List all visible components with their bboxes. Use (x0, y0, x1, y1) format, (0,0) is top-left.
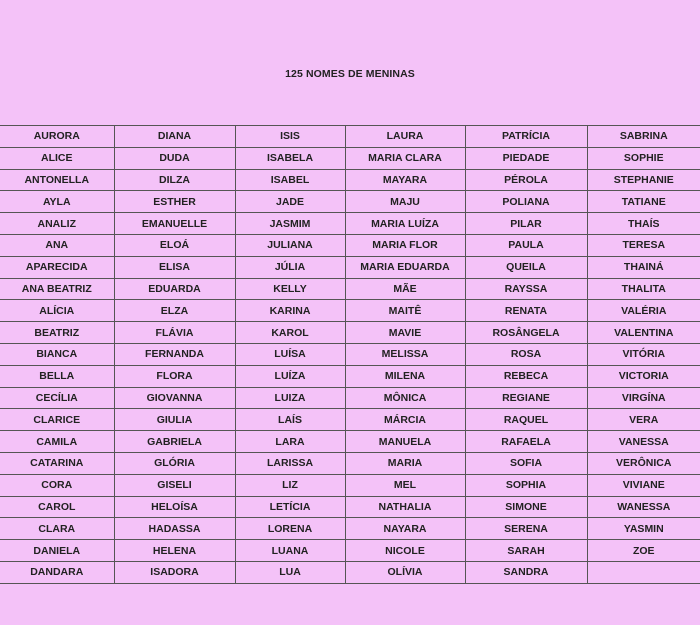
name-cell: LUIZA (235, 387, 345, 409)
name-cell: DANDARA (0, 561, 114, 583)
name-cell: JULIANA (235, 234, 345, 256)
table-row (0, 147, 700, 169)
name-cell: ISIS (235, 126, 345, 148)
name-cell: MANUELA (345, 431, 465, 453)
table-row (0, 518, 700, 540)
name-cell: HELOÍSA (114, 496, 235, 518)
table-row (0, 234, 700, 256)
name-cell: DUDA (114, 147, 235, 169)
name-cell: LUA (235, 561, 345, 583)
name-cell: THALITA (587, 278, 700, 300)
name-cell: TERESA (587, 234, 700, 256)
name-cell: FLÁVIA (114, 322, 235, 344)
name-cell: ELISA (114, 256, 235, 278)
name-cell: SOPHIE (587, 147, 700, 169)
name-cell: ELOÁ (114, 234, 235, 256)
name-cell: WANESSA (587, 496, 700, 518)
name-cell: VANESSA (587, 431, 700, 453)
name-cell: POLIANA (465, 191, 587, 213)
name-cell: MAJU (345, 191, 465, 213)
name-cell: MAVIE (345, 322, 465, 344)
table-row (0, 431, 700, 453)
name-cell: FLORA (114, 365, 235, 387)
name-cell: AYLA (0, 191, 114, 213)
table-row (0, 561, 700, 583)
name-cell: MILENA (345, 365, 465, 387)
name-cell: QUEILA (465, 256, 587, 278)
name-cell: PATRÍCIA (465, 126, 587, 148)
name-cell: CECÍLIA (0, 387, 114, 409)
name-cell: LAURA (345, 126, 465, 148)
name-cell: APARECIDA (0, 256, 114, 278)
name-cell: NICOLE (345, 540, 465, 562)
name-cell: ALÍCIA (0, 300, 114, 322)
name-cell: KAROL (235, 322, 345, 344)
name-cell: LARISSA (235, 452, 345, 474)
name-cell: RAQUEL (465, 409, 587, 431)
table-row (0, 496, 700, 518)
name-cell: MÁRCIA (345, 409, 465, 431)
name-cell: HADASSA (114, 518, 235, 540)
name-cell: NAYARA (345, 518, 465, 540)
name-cell: MARIA EDUARDA (345, 256, 465, 278)
name-cell: CAMILA (0, 431, 114, 453)
name-cell: RAFAELA (465, 431, 587, 453)
name-cell: ISADORA (114, 561, 235, 583)
name-cell: MÔNICA (345, 387, 465, 409)
name-cell: RENATA (465, 300, 587, 322)
name-cell: MARIA (345, 452, 465, 474)
name-cell: SIMONE (465, 496, 587, 518)
page-title: 125 NOMES DE MENINAS (285, 68, 415, 80)
name-cell: CORA (0, 474, 114, 496)
name-cell: SABRINA (587, 126, 700, 148)
name-cell: MARIA CLARA (345, 147, 465, 169)
name-cell: ELZA (114, 300, 235, 322)
name-cell: PAULA (465, 234, 587, 256)
name-cell: KELLY (235, 278, 345, 300)
name-cell: GIOVANNA (114, 387, 235, 409)
name-cell: VICTORIA (587, 365, 700, 387)
empty-cell (587, 561, 700, 583)
name-cell: MAITÊ (345, 300, 465, 322)
name-cell: ESTHER (114, 191, 235, 213)
name-cell: JASMIM (235, 213, 345, 235)
name-cell: SOFIA (465, 452, 587, 474)
name-cell: GLÓRIA (114, 452, 235, 474)
name-cell: PÉROLA (465, 169, 587, 191)
names-table-body (0, 126, 700, 584)
name-cell: ROSÂNGELA (465, 322, 587, 344)
table-row (0, 256, 700, 278)
name-cell: CAROL (0, 496, 114, 518)
name-cell: ZOE (587, 540, 700, 562)
name-cell: LIZ (235, 474, 345, 496)
name-cell: SARAH (465, 540, 587, 562)
table-row (0, 540, 700, 562)
name-cell: CATARINA (0, 452, 114, 474)
name-cell: NATHALIA (345, 496, 465, 518)
name-cell: VALENTINA (587, 322, 700, 344)
names-table (0, 125, 700, 584)
name-cell: YASMIN (587, 518, 700, 540)
name-cell: BELLA (0, 365, 114, 387)
name-cell: LETÍCIA (235, 496, 345, 518)
name-cell: FERNANDA (114, 343, 235, 365)
name-cell: SANDRA (465, 561, 587, 583)
name-cell: LUANA (235, 540, 345, 562)
table-row (0, 213, 700, 235)
name-cell: VERÔNICA (587, 452, 700, 474)
name-cell: LAÍS (235, 409, 345, 431)
name-cell: ANTONELLA (0, 169, 114, 191)
name-cell: VITÓRIA (587, 343, 700, 365)
name-cell: ANALIZ (0, 213, 114, 235)
name-cell: LORENA (235, 518, 345, 540)
table-row (0, 387, 700, 409)
name-cell: MARIA LUÍZA (345, 213, 465, 235)
name-cell: ISABEL (235, 169, 345, 191)
name-cell: MARIA FLOR (345, 234, 465, 256)
name-cell: BIANCA (0, 343, 114, 365)
name-cell: SOPHIA (465, 474, 587, 496)
table-row (0, 278, 700, 300)
name-cell: REBECA (465, 365, 587, 387)
name-cell: MAYARA (345, 169, 465, 191)
table-row (0, 474, 700, 496)
name-cell: SERENA (465, 518, 587, 540)
name-cell: ISABELA (235, 147, 345, 169)
name-cell: REGIANE (465, 387, 587, 409)
name-cell: VIVIANE (587, 474, 700, 496)
name-cell: ANA BEATRIZ (0, 278, 114, 300)
name-cell: CLARICE (0, 409, 114, 431)
name-cell: ROSA (465, 343, 587, 365)
table-row (0, 409, 700, 431)
name-cell: GISELI (114, 474, 235, 496)
name-cell: BEATRIZ (0, 322, 114, 344)
name-cell: RAYSSA (465, 278, 587, 300)
table-row (0, 365, 700, 387)
name-cell: MÃE (345, 278, 465, 300)
name-cell: VERA (587, 409, 700, 431)
table-row (0, 452, 700, 474)
name-cell: LUÍZA (235, 365, 345, 387)
name-cell: JADE (235, 191, 345, 213)
name-cell: TATIANE (587, 191, 700, 213)
table-row (0, 126, 700, 148)
name-cell: THAINÁ (587, 256, 700, 278)
name-cell: DIANA (114, 126, 235, 148)
table-row (0, 300, 700, 322)
name-cell: MELISSA (345, 343, 465, 365)
name-cell: HELENA (114, 540, 235, 562)
name-cell: LUÍSA (235, 343, 345, 365)
name-cell: ALICE (0, 147, 114, 169)
name-cell: MEL (345, 474, 465, 496)
name-cell: EDUARDA (114, 278, 235, 300)
name-cell: PIEDADE (465, 147, 587, 169)
name-cell: VIRGÍNA (587, 387, 700, 409)
name-cell: KARINA (235, 300, 345, 322)
table-row (0, 191, 700, 213)
name-cell: ANA (0, 234, 114, 256)
table-row (0, 343, 700, 365)
name-cell: GABRIELA (114, 431, 235, 453)
name-cell: VALÉRIA (587, 300, 700, 322)
name-cell: JÚLIA (235, 256, 345, 278)
name-cell: PILAR (465, 213, 587, 235)
table-row (0, 322, 700, 344)
table-row (0, 169, 700, 191)
name-cell: DANIELA (0, 540, 114, 562)
name-cell: CLARA (0, 518, 114, 540)
name-cell: OLÍVIA (345, 561, 465, 583)
name-cell: THAÍS (587, 213, 700, 235)
name-cell: LARA (235, 431, 345, 453)
name-cell: DILZA (114, 169, 235, 191)
name-cell: STEPHANIE (587, 169, 700, 191)
name-cell: GIULIA (114, 409, 235, 431)
name-cell: AURORA (0, 126, 114, 148)
name-cell: EMANUELLE (114, 213, 235, 235)
